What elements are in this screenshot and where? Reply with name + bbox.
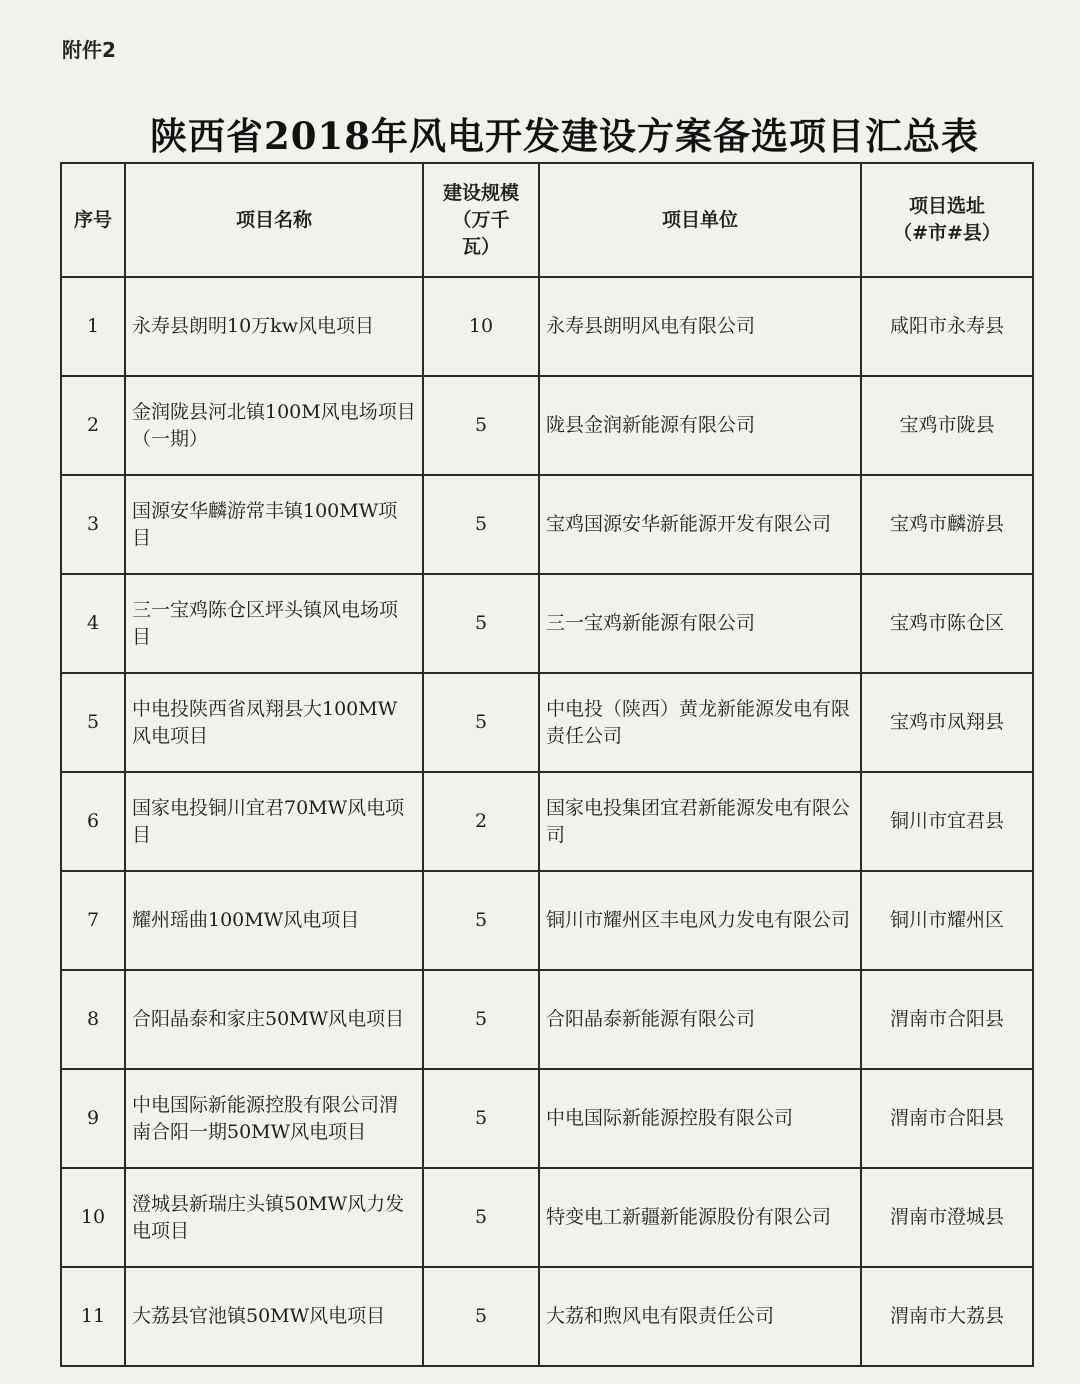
cell-name: 金润陇县河北镇100M风电场项目（一期）: [125, 376, 423, 475]
cell-site: 宝鸡市凤翔县: [861, 673, 1033, 772]
table-row: [61, 475, 1033, 574]
header-site-line2: （#市#县）: [893, 222, 1001, 244]
cell-scale: 10: [423, 277, 539, 376]
table-row: [61, 376, 1033, 475]
cell-no: 11: [61, 1267, 125, 1366]
cell-site: 渭南市大荔县: [861, 1267, 1033, 1366]
cell-unit: 国家电投集团宜君新能源发电有限公司: [539, 772, 861, 871]
cell-scale: 5: [423, 871, 539, 970]
cell-site: 铜川市耀州区: [861, 871, 1033, 970]
table-header-row: [61, 163, 1033, 277]
cell-scale: 5: [423, 574, 539, 673]
cell-name: 国家电投铜川宜君70MW风电项目: [125, 772, 423, 871]
cell-scale: 5: [423, 376, 539, 475]
cell-site: 宝鸡市麟游县: [861, 475, 1033, 574]
document-title: 陕西省2018年风电开发建设方案备选项目汇总表: [150, 114, 979, 158]
cell-scale: 2: [423, 772, 539, 871]
table-row: [61, 673, 1033, 772]
cell-no: 7: [61, 871, 125, 970]
cell-no: 2: [61, 376, 125, 475]
cell-unit: 三一宝鸡新能源有限公司: [539, 574, 861, 673]
cell-unit: 永寿县朗明风电有限公司: [539, 277, 861, 376]
cell-site: 宝鸡市陈仓区: [861, 574, 1033, 673]
header-unit: 项目单位: [539, 163, 861, 277]
table-row: [61, 574, 1033, 673]
header-site-line1: 项目选址: [908, 195, 985, 217]
cell-unit: 陇县金润新能源有限公司: [539, 376, 861, 475]
cell-unit: 合阳晶泰新能源有限公司: [539, 970, 861, 1069]
cell-name: 中电国际新能源控股有限公司渭南合阳一期50MW风电项目: [125, 1069, 423, 1168]
header-scale-line1: 建设规模: [442, 181, 519, 204]
cell-scale: 5: [423, 970, 539, 1069]
cell-site: 渭南市合阳县: [861, 970, 1033, 1069]
cell-no: 6: [61, 772, 125, 871]
table-row: [61, 1168, 1033, 1267]
cell-unit: 特变电工新疆新能源股份有限公司: [539, 1168, 861, 1267]
cell-site: 渭南市澄城县: [861, 1168, 1033, 1267]
cell-scale: 5: [423, 673, 539, 772]
attachment-label: 附件2: [62, 38, 116, 62]
table-row: [61, 1069, 1033, 1168]
cell-unit: 中电投（陕西）黄龙新能源发电有限责任公司: [539, 673, 861, 772]
cell-name: 永寿县朗明10万kw风电项目: [125, 277, 423, 376]
cell-name: 三一宝鸡陈仓区坪头镇风电场项目: [125, 574, 423, 673]
table-row: [61, 871, 1033, 970]
cell-scale: 5: [423, 1069, 539, 1168]
cell-scale: 5: [423, 1267, 539, 1366]
header-site: [861, 163, 1033, 277]
cell-no: 4: [61, 574, 125, 673]
cell-site: 渭南市合阳县: [861, 1069, 1033, 1168]
table-row: [61, 970, 1033, 1069]
cell-unit: 铜川市耀州区丰电风力发电有限公司: [539, 871, 861, 970]
table-row: [61, 277, 1033, 376]
project-table-container: [60, 162, 1032, 1342]
table-row: [61, 1267, 1033, 1366]
cell-name: 合阳晶泰和家庄50MW风电项目: [125, 970, 423, 1069]
header-scale: [423, 163, 539, 277]
header-name: 项目名称: [125, 163, 423, 277]
cell-no: 1: [61, 277, 125, 376]
header-scale-line3: 瓦）: [461, 235, 500, 258]
cell-name: 国源安华麟游常丰镇100MW项目: [125, 475, 423, 574]
cell-site: 咸阳市永寿县: [861, 277, 1033, 376]
cell-name: 大荔县官池镇50MW风电项目: [125, 1267, 423, 1366]
cell-unit: 大荔和煦风电有限责任公司: [539, 1267, 861, 1366]
cell-site: 铜川市宜君县: [861, 772, 1033, 871]
cell-unit: 宝鸡国源安华新能源开发有限公司: [539, 475, 861, 574]
cell-name: 澄城县新瑞庄头镇50MW风力发电项目: [125, 1168, 423, 1267]
cell-name: 中电投陕西省凤翔县大100MW风电项目: [125, 673, 423, 772]
cell-scale: 5: [423, 1168, 539, 1267]
cell-no: 3: [61, 475, 125, 574]
header-no: 序号: [61, 163, 125, 277]
project-summary-table: [60, 162, 1034, 1367]
cell-no: 10: [61, 1168, 125, 1267]
cell-unit: 中电国际新能源控股有限公司: [539, 1069, 861, 1168]
cell-no: 5: [61, 673, 125, 772]
cell-scale: 5: [423, 475, 539, 574]
cell-no: 9: [61, 1069, 125, 1168]
cell-name: 耀州瑶曲100MW风电项目: [125, 871, 423, 970]
cell-site: 宝鸡市陇县: [861, 376, 1033, 475]
cell-no: 8: [61, 970, 125, 1069]
header-scale-line2: （万千: [452, 208, 510, 231]
table-row: [61, 772, 1033, 871]
